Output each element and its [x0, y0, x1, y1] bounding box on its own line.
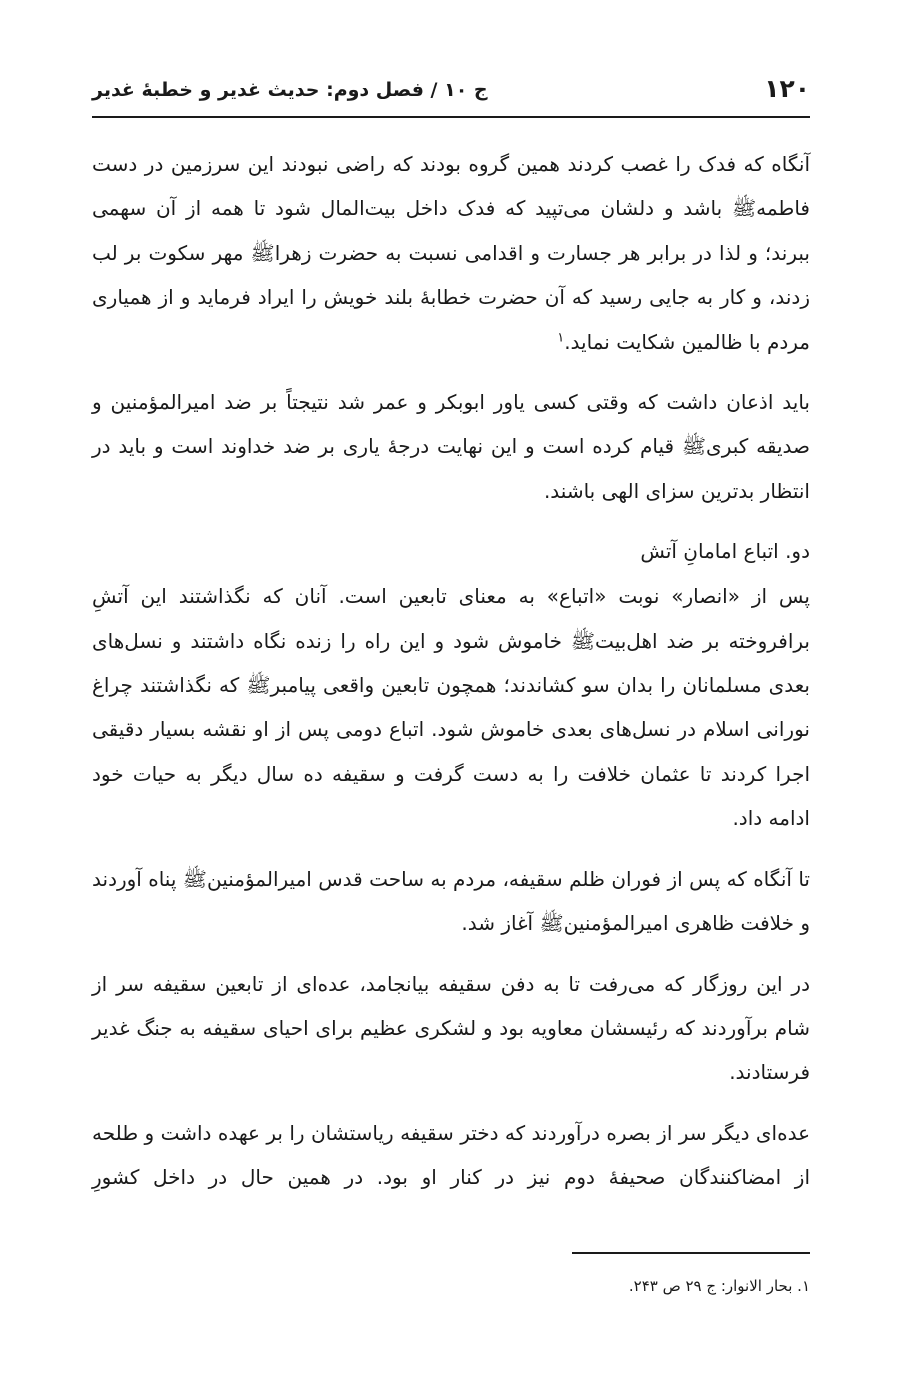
section-heading: دو. اتباع امامانِ آتش [640, 539, 810, 564]
paragraph-basra: عده‌ای دیگر سر از بصره درآوردند که دختر سقیفه ریاستشان را بر عهده داشت و طلحه از امضاکنندگان صحیفهٔ دوم نیز در کنار او بود. در همین حال در داخل کشورِ [92, 1120, 810, 1190]
running-title: ج ۱۰ / فصل دوم: حدیث غدیر و خطبهٔ غدیر [92, 79, 488, 101]
paragraph-caliphate: تا آنگاه که پس از فوران ظلم سقیفه، مردم به ساحت قدس امیرالمؤمنینﷺ پناه آوردند و خلافت ظاهری امیرالمؤمنینﷺ آغاز شد. [92, 866, 810, 936]
paragraph-text: آنگاه که فدک را غصب کردند همین گروه بودند که راضی نبودند این سرزمین در دست فاطمهﷺ باشد و دلشان می‌تپید که فدک داخل بیت‌المال شود تا همه از آن سهمی ببرند؛ و لذا در برابر هر جسارت و اقدامی نسبت به حضرت زهراﷺ مهر سکوت بر لب زدند، و کار به جایی رسید که آن حضرت خطابهٔ بلند خویش را ایراد فرماید و از همیاری مردم با ظالمین شکایت نماید. [92, 152, 810, 354]
footnote-rule [572, 1252, 810, 1254]
page-header [92, 72, 810, 118]
header-rule [92, 116, 810, 118]
page-number: ۱۲۰ [764, 74, 810, 103]
paragraph-muawiya: در این روزگار که می‌رفت تا به دفن سقیفه بیانجامد، عده‌ای از تابعین سقیفه سر از شام برآوردند که رئیسشان معاویه بود و لشکری عظیم برای احیای سقیفه به جنگ غدیر فرستادند. [92, 971, 810, 1085]
paragraph-fadak [92, 142, 810, 364]
body-text [92, 142, 810, 1216]
footnote-marker: ۱ [557, 329, 565, 345]
paragraph-followers: پس از «انصار» نوبت «اتباع» به معنای تابعین است. آنان که نگذاشتند این آتشِ برافروخته بر ضد اهل‌بیتﷺ خاموش شود و این راه را زنده نگاه داشتند و نسل‌های بعدی مسلمانان را بدان سو کشاندند؛ همچون تابعین واقعی پیامبرﷺ که نگذاشتند چراغ نورانی اسلام در نسل‌های بعدی خاموش شود. اتباع دومی پس از او نقشه بسیار دقیقی اجرا کردند تا عثمان خلافت را به دست گرفت و سقیفه ده سال دیگر به حیات خود ادامه داد. [92, 584, 810, 831]
footnote: ۱. بحار الانوار: ج ۲۹ ص ۲۴۳. [628, 1277, 810, 1295]
paragraph-allegiance: باید اذعان داشت که وقتی کسی یاور ابوبکر و عمر شد نتیجتاً بر ضد امیرالمؤمنین و صدیقه کبریﷺ قیام کرده است و این نهایت درجهٔ یاری بر ضد خداوند است و باید در انتظار بدترین سزای الهی باشند. [92, 390, 810, 503]
